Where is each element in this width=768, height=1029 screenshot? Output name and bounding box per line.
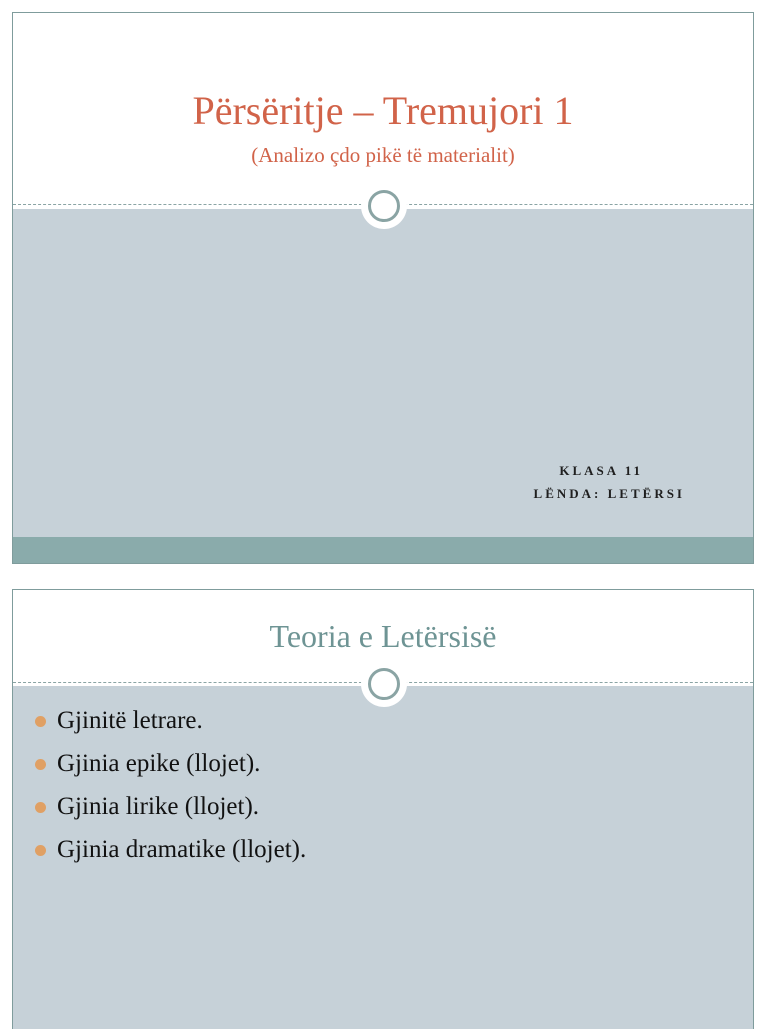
bullet-item: Gjinia dramatike (llojet).: [35, 837, 306, 862]
bullet-list: [35, 708, 306, 880]
class-label: KLASA 11: [559, 463, 643, 478]
subject-label: LËNDA: LETËRSI: [533, 486, 685, 501]
footer-band: [13, 537, 753, 564]
bullet-item: Gjinia epike (llojet).: [35, 751, 306, 776]
presentation-subtitle: (Analizo çdo pikë të materialit): [251, 143, 515, 167]
bullet-item: Gjinia lirike (llojet).: [35, 794, 306, 819]
slide-theory: [12, 589, 754, 1029]
ring-ornament-icon: [361, 661, 407, 707]
section-title: Teoria e Letërsisë: [269, 618, 497, 654]
presentation-title: Përsëritje – Tremujori 1: [192, 88, 574, 133]
ring-ornament-icon: [361, 183, 407, 229]
slide-title: [12, 12, 754, 564]
bullet-item: Gjinitë letrare.: [35, 708, 306, 733]
title-area: [13, 13, 753, 209]
